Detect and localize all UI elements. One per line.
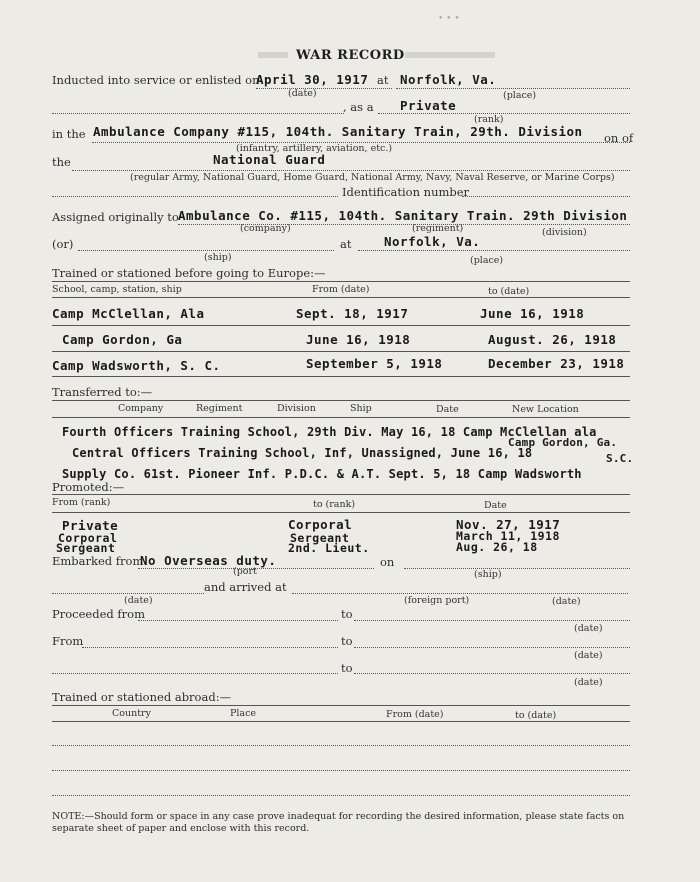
arrived-date-caption: (date) bbox=[124, 595, 153, 606]
embarked-value: No Overseas duty. bbox=[140, 553, 277, 568]
trained-before-heading: Trained or stationed before going to Europe:— bbox=[52, 266, 326, 280]
third-to-label: to bbox=[341, 661, 353, 675]
third-date-caption: (date) bbox=[574, 677, 603, 688]
section-rule bbox=[52, 721, 630, 722]
rank-caption: (rank) bbox=[474, 114, 504, 125]
proceeded-date-caption: (date) bbox=[574, 623, 603, 634]
transfer-line-2: Central Officers Training School, Inf, Unassigned, June 16, 18 bbox=[72, 446, 533, 460]
promo-row-3-from: Sergeant bbox=[56, 541, 116, 555]
col-date: Date bbox=[436, 404, 459, 415]
third-from-line bbox=[52, 673, 338, 674]
at-label: at bbox=[377, 73, 389, 87]
table-row-rule bbox=[52, 351, 630, 352]
ink-blot bbox=[258, 52, 288, 58]
inducted-label: Inducted into service or enlisted on bbox=[52, 73, 260, 87]
place-line bbox=[396, 88, 630, 89]
col-to-rank: to (rank) bbox=[313, 499, 356, 510]
id-leading-line bbox=[52, 196, 338, 197]
station-row-2-to: August. 26, 1918 bbox=[488, 332, 617, 347]
proceeded-from-line bbox=[138, 620, 338, 621]
induction-place-value: Norfolk, Va. bbox=[400, 72, 497, 87]
regiment-caption: (regiment) bbox=[412, 223, 464, 234]
proceeded-to-label: to bbox=[341, 607, 353, 621]
from-label: From bbox=[52, 634, 84, 648]
col-new-location: New Location bbox=[512, 404, 579, 415]
third-to-line bbox=[354, 673, 630, 674]
rank-value: Private bbox=[400, 98, 457, 113]
col-station-header: School, camp, station, ship bbox=[52, 284, 182, 295]
col-abroad-to: to (date) bbox=[515, 710, 557, 721]
branch-value: National Guard bbox=[213, 152, 326, 167]
from-date-caption: (date) bbox=[574, 650, 603, 661]
embarked-ship-caption: (ship) bbox=[474, 569, 502, 580]
from-to-line bbox=[354, 647, 630, 648]
assigned-label: Assigned originally to bbox=[52, 210, 179, 224]
col-to-header: to (date) bbox=[488, 286, 530, 297]
arrived-date-line bbox=[52, 593, 204, 594]
table-row-rule bbox=[52, 376, 630, 377]
or-label: (or) bbox=[52, 237, 74, 251]
as-a-label: , as a bbox=[343, 100, 374, 114]
promo-row-1-date: Nov. 27, 1917 bbox=[456, 517, 561, 532]
id-number-label: Identification number bbox=[342, 185, 470, 199]
station-row-2-from: June 16, 1918 bbox=[306, 332, 411, 347]
foreign-port-caption: (foreign port) bbox=[404, 595, 470, 606]
embarked-label: Embarked from bbox=[52, 554, 144, 568]
transfer-line-1: Fourth Officers Training School, 29th Div. May 16, 18 Camp McClellan ala bbox=[62, 425, 597, 439]
station-row-3-place: Camp Wadsworth, S. C. bbox=[52, 358, 221, 373]
proceeded-label: Proceeded from bbox=[52, 607, 145, 621]
arrived-date2-caption: (date) bbox=[552, 596, 581, 607]
unit-caption: (infantry, artillery, aviation, etc.) bbox=[236, 143, 393, 154]
col-from-header: From (date) bbox=[312, 284, 370, 295]
promo-row-2-to: Sergeant bbox=[290, 531, 350, 545]
place-caption: (place) bbox=[503, 90, 537, 101]
division-caption: (division) bbox=[542, 227, 587, 238]
proceeded-to-line bbox=[354, 620, 630, 621]
transfer-line-2-note: S.C. bbox=[606, 452, 634, 465]
col-promo-date: Date bbox=[484, 500, 507, 511]
ship-place-caption: (place) bbox=[470, 255, 504, 266]
abroad-row-line bbox=[52, 770, 630, 771]
the-label: the bbox=[52, 155, 71, 169]
branch-line bbox=[72, 170, 630, 171]
date-caption: (date) bbox=[288, 88, 317, 99]
from-to-label: to bbox=[341, 634, 353, 648]
station-row-2-place: Camp Gordon, Ga bbox=[62, 332, 183, 347]
station-row-1-from: Sept. 18, 1917 bbox=[296, 306, 409, 321]
ship-caption: (ship) bbox=[204, 252, 232, 263]
embarked-ship-line bbox=[404, 568, 630, 569]
section-rule bbox=[52, 512, 630, 513]
promoted-heading: Promoted:— bbox=[52, 480, 125, 494]
col-ship: Ship bbox=[350, 403, 372, 414]
col-abroad-from: From (date) bbox=[386, 709, 444, 720]
section-rule bbox=[52, 297, 630, 298]
col-company: Company bbox=[118, 403, 164, 414]
page-title: WAR RECORD bbox=[296, 48, 405, 63]
promo-row-3-date: Aug. 26, 18 bbox=[456, 540, 538, 554]
col-regiment: Regiment bbox=[196, 403, 243, 414]
company-caption: (company) bbox=[240, 223, 291, 234]
transferred-heading: Transferred to:— bbox=[52, 385, 153, 399]
induction-date-value: April 30, 1917 bbox=[256, 72, 369, 87]
rank-line bbox=[378, 113, 630, 114]
in-the-label: in the bbox=[52, 127, 86, 141]
station-row-1-to: June 16, 1918 bbox=[480, 306, 585, 321]
trained-abroad-heading: Trained or stationed abroad:— bbox=[52, 690, 232, 704]
footer-note: NOTE:—Should form or space in any case prove inadequat for recording the desired information, please state facts on separate sheet of paper and enclose with this record. bbox=[52, 811, 625, 834]
station-row-1-place: Camp McClellan, Ala bbox=[52, 306, 205, 321]
arrived-port-line bbox=[292, 593, 628, 594]
ship-at-label: at bbox=[340, 237, 352, 251]
section-rule bbox=[52, 705, 630, 706]
col-country: Country bbox=[112, 708, 151, 719]
ship-place-value: Norfolk, Va. bbox=[384, 234, 481, 249]
branch-caption: (regular Army, National Guard, Home Guard, National Army, Navy, Naval Reserve, or Marine Corps) bbox=[130, 172, 615, 183]
station-row-3-from: September 5, 1918 bbox=[306, 356, 443, 371]
date-line bbox=[256, 88, 392, 89]
embarked-on-label: on bbox=[380, 555, 395, 569]
promo-row-2-date: March 11, 1918 bbox=[456, 529, 560, 543]
col-place: Place bbox=[230, 708, 257, 719]
promo-row-2-from: Corporal bbox=[58, 531, 118, 545]
col-from-rank: From (rank) bbox=[52, 497, 111, 508]
promo-row-1-to: Corporal bbox=[288, 517, 353, 532]
arrived-label: and arrived at bbox=[204, 580, 287, 594]
table-row-rule bbox=[52, 325, 630, 326]
id-number-line bbox=[462, 196, 630, 197]
section-rule bbox=[52, 417, 630, 418]
transfer-line-1-note: Camp Gordon, Ga. bbox=[508, 436, 618, 449]
promo-row-1-from: Private bbox=[62, 518, 119, 533]
rank-leading-line bbox=[52, 113, 344, 114]
from-line bbox=[82, 647, 338, 648]
abroad-row-line bbox=[52, 795, 630, 796]
faint-stamp-mark: • • • bbox=[438, 14, 460, 24]
ship-line bbox=[78, 250, 334, 251]
unit-suffix: on of bbox=[604, 131, 634, 145]
section-rule bbox=[52, 400, 630, 401]
section-rule bbox=[52, 281, 630, 282]
port-caption: (port bbox=[233, 566, 257, 577]
abroad-row-line bbox=[52, 745, 630, 746]
transfer-line-3: Supply Co. 61st. Pioneer Inf. P.D.C. & A.T. Sept. 5, 18 Camp Wadsworth bbox=[62, 467, 582, 481]
assigned-value: Ambulance Co. #115, 104th. Sanitary Train. 29th Division bbox=[178, 208, 628, 223]
ship-place-line bbox=[358, 250, 630, 251]
station-row-3-to: December 23, 1918 bbox=[488, 356, 625, 371]
section-rule bbox=[52, 494, 630, 495]
unit-value: Ambulance Company #115, 104th. Sanitary Train, 29th. Division bbox=[93, 124, 583, 139]
promo-row-3-to: 2nd. Lieut. bbox=[288, 541, 370, 555]
col-division: Division bbox=[277, 403, 316, 414]
ink-blot bbox=[405, 52, 495, 58]
